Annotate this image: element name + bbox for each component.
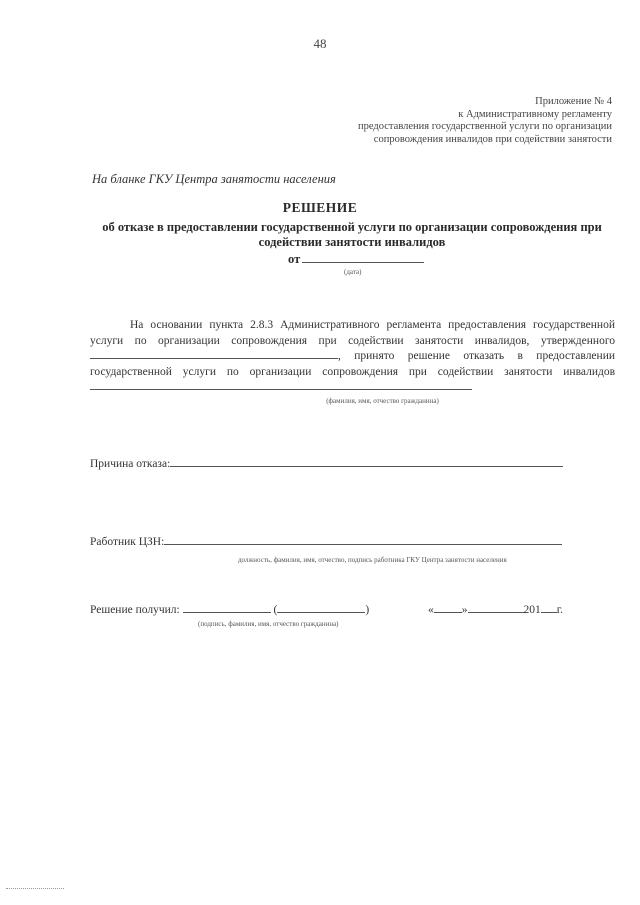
year-blank bbox=[541, 602, 557, 613]
received-label: Решение получил: bbox=[90, 604, 180, 616]
date-caption: (дата) bbox=[344, 268, 362, 276]
footer-divider bbox=[6, 888, 64, 889]
decision-date-line bbox=[288, 252, 424, 267]
year-suffix: г. bbox=[556, 604, 564, 616]
signature-blank bbox=[183, 602, 271, 613]
reason-blank bbox=[170, 456, 563, 467]
date-open-quote: « bbox=[428, 604, 434, 616]
page-number: 48 bbox=[313, 36, 327, 51]
worker-row bbox=[90, 534, 562, 548]
document-subtitle: об отказе в предоставлении государственной услуги по организации сопровождения при содействии занятости инвалидов bbox=[102, 220, 602, 249]
appendix-line: предоставления государственной услуги по организации bbox=[358, 121, 612, 132]
received-date bbox=[428, 602, 563, 616]
reason-row bbox=[90, 456, 563, 470]
regulation-blank bbox=[90, 349, 338, 359]
day-blank bbox=[434, 602, 462, 613]
appendix-line: к Административному регламенту bbox=[458, 108, 612, 120]
date-prefix: от bbox=[288, 252, 301, 266]
year-prefix: 201 bbox=[523, 604, 541, 616]
worker-blank bbox=[164, 534, 562, 545]
date-blank bbox=[302, 252, 424, 263]
appendix-line: сопровождения инвалидов при содействии занятости bbox=[373, 133, 612, 145]
document-title: РЕШЕНИЕ bbox=[282, 200, 358, 215]
letterhead-note: На бланке ГКУ Центра занятости населения bbox=[92, 172, 336, 186]
reason-label: Причина отказа: bbox=[90, 458, 171, 470]
date-close-quote: » bbox=[461, 604, 468, 616]
worker-caption: должность, фамилия, имя, отчество, подпись работника ГКУ Центра занятости населения bbox=[238, 556, 507, 564]
received-caption: (подпись, фамилия, имя, отчество гражданина) bbox=[198, 620, 339, 628]
body-part-1: На основании пункта 2.8.3 Административного регламента предоставления государственной услуги по организации сопровождения при содействии занятости инвалидов, утвержденного bbox=[90, 319, 615, 347]
received-name-blank bbox=[277, 602, 365, 613]
appendix-block bbox=[358, 96, 612, 146]
worker-label: Работник ЦЗН: bbox=[90, 536, 165, 548]
body-part-2: , принято решение отказать в предоставлении государственной услуги по организации сопровождения при содействии занятости инвалидов bbox=[90, 350, 615, 378]
appendix-line: Приложение № 4 bbox=[535, 96, 612, 107]
citizen-name-blank bbox=[90, 380, 472, 390]
month-blank bbox=[468, 602, 524, 613]
citizen-caption: (фамилия, имя, отчество гражданина) bbox=[326, 396, 439, 405]
received-row: Решение получил: ( ) bbox=[90, 604, 370, 616]
decision-body bbox=[90, 318, 615, 410]
